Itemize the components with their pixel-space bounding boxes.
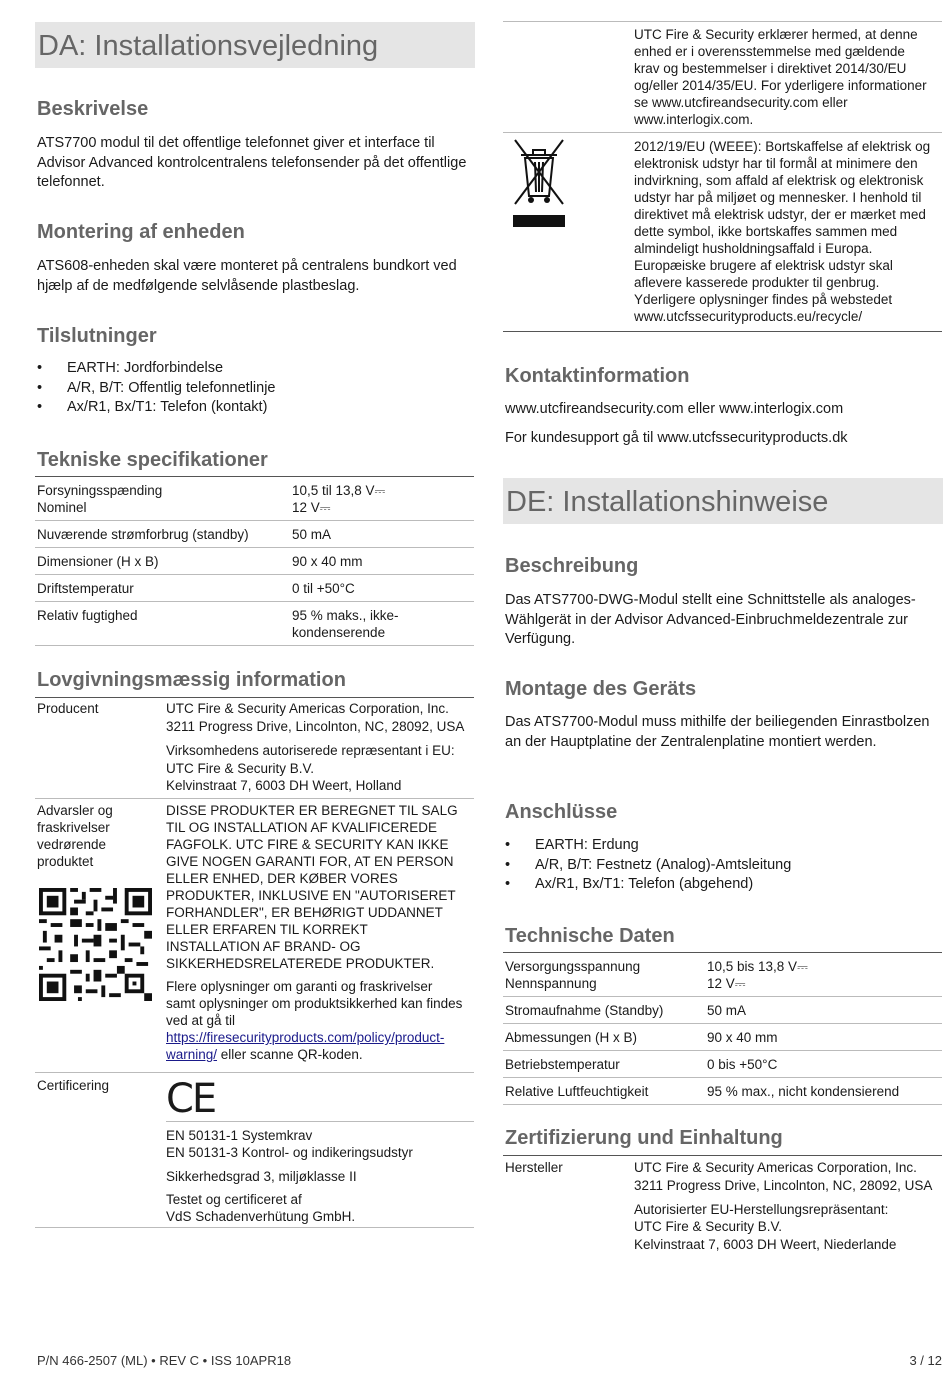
cert-line: EN 50131-3 Kontrol- og indikeringsudstyr [166,1145,413,1160]
weee-line: direktivet må elektrisk udstyr, der er mærket med [634,207,926,222]
warning-line: DISSE PRODUKTER ER BEREGNET TIL SALG [166,803,458,818]
spec-key: Nennspannung [505,976,597,991]
producer-label: Hersteller [505,1160,563,1175]
warning-more-line: Flere oplysninger om garanti og fraskrivelser [166,979,433,994]
eu-rep-line: Autorisierter EU-Herstellungsrepräsentant: [634,1202,889,1217]
spec-key: Forsyningsspænding [37,483,163,498]
table-row [503,953,942,997]
warnings-label [37,802,113,870]
warning-line: SIKKERHEDSRELATEREDE PRODUKTER. [166,956,435,971]
spec-value: kondenserende [292,625,386,640]
cert-line: Sikkerhedsgrad 3, miljøklasse II [166,1169,357,1184]
list-item: • Ax/R1, Bx/T1: Telefon (kontakt) [37,398,475,418]
declaration-line: UTC Fire & Security erklærer hermed, at denne [634,27,918,42]
warning-link[interactable]: warning/ [166,1047,218,1062]
heading-connections: Tilslutninger [37,325,157,347]
table-row [503,1051,942,1078]
cert-line: Testet og certificeret af [166,1192,302,1207]
declaration-line: enhed er i overensstemmelse med gældende [634,44,905,59]
spec-key: Stromaufnahme (Standby) [505,1003,664,1018]
declaration-line: og/eller 2014/35/EU. For yderligere informationer [634,78,927,93]
producer-line: 3211 Progress Drive, Lincolnton, NC, 28092, USA [166,719,465,734]
warning-caps-block [166,802,476,1063]
spec-table-de [503,952,942,1105]
certification-label: Certificering [37,1078,110,1093]
weee-line: www.utcfssecurityproducts.eu/recycle/ [634,309,863,324]
divider [166,1121,474,1122]
heading-tech-specs: Tekniske specifikationer [37,449,268,471]
divider [35,798,474,799]
warning-line: GIVE NOGEN GARANTI FOR, AT EN PERSON [166,854,454,869]
declaration-line: krav og bestemmelser i direktivet 2014/30/EU [634,61,907,76]
weee-bin-icon [511,138,567,232]
list-item: • A/R, B/T: Festnetz (Analog)-Amtsleitung [505,856,943,876]
heading-mounting: Montage des Geräts [505,678,697,700]
divider [35,697,474,698]
connections-list [37,359,475,418]
list-item: • EARTH: Erdung [505,836,943,856]
warning-line: FORHANDLER", ER BEHØRIGT UDDANNET [166,905,443,920]
list-item: • EARTH: Jordforbindelse [37,359,475,379]
eu-rep-line: Kelvinstraat 7, 6003 DH Weert, Niederlande [634,1237,897,1252]
contact-line: www.utcfireandsecurity.com eller www.interlogix.com [505,401,844,417]
weee-line: Yderligere oplysninger findes på webstedet [634,292,893,307]
spec-value: 95 % max., nicht kondensierend [707,1084,900,1099]
warning-line: INSTALLATION AF BRAND- OG [166,939,361,954]
eu-rep-line: UTC Fire & Security B.V. [634,1219,783,1234]
spec-key: Relative Luftfeuchtigkeit [505,1084,649,1099]
qr-code-icon[interactable] [39,888,152,1001]
spec-key: Versorgungsspannung [505,959,641,974]
footer-page-number: 3 / 12 [909,1353,942,1368]
declaration-line: www.interlogix.com. [634,112,754,127]
weee-line: 2012/19/EU (WEEE): Bortskaffelse af elektrisk og [634,139,931,154]
weee-line: indvirkning, som affald af elektrisk og elektronisk [634,173,924,188]
description-text: Das ATS7700-DWG-Modul stellt eine Schnittstelle als analoges-Wählgerät in der Advisor Advanced-Einbruchmeldezentrale zur Verfügung. [505,592,916,647]
footer-part-number: P/N 466-2507 (ML) • REV C • ISS 10APR18 [37,1353,292,1368]
table-row [503,1024,942,1051]
warning-line: TIL OG INSTALLATION AF KVALIFICEREDE [166,820,438,835]
mounting-text: ATS608-enheden skal være monteret på centralens bundkort ved hjælp af de medfølgende selvlåsende plastbeslag. [37,258,457,294]
connections-list [505,836,943,895]
warning-link[interactable]: https://firesecurityproducts.com/policy/product- [166,1030,445,1045]
divider [503,21,942,22]
spec-value: 0 til +50°C [292,581,355,596]
declaration-block [634,26,927,128]
heading-regulatory: Lovgivningsmæssig information [37,669,346,691]
eu-rep-line: Virksomhedens autoriserede repræsentant i EU: [166,743,455,758]
list-item: • Ax/R1, Bx/T1: Telefon (abgehend) [505,875,943,895]
contact-line: For kundesupport gå til www.utcfssecurityproducts.dk [505,430,848,446]
warning-line: ELLER ENHED, DER KØBER VORES [166,871,398,886]
spec-value: 10,5 bis 13,8 V⎓ [707,959,808,974]
spec-value: 90 x 40 mm [707,1030,778,1045]
warning-more-line: ved at gå til [166,1013,236,1028]
spec-key: Abmessungen (H x B) [505,1030,638,1045]
divider [35,1227,474,1228]
producer-line: UTC Fire & Security Americas Corporation, Inc. [166,701,449,716]
ce-mark-icon: CE [166,1076,216,1122]
eu-rep-line: UTC Fire & Security B.V. [166,761,315,776]
spec-key: Relativ fugtighed [37,608,138,623]
warning-line: FAGFOLK. UTC FIRE & SECURITY KAN IKKE [166,837,449,852]
divider [503,1155,942,1156]
divider [503,132,942,133]
heading-mounting: Montering af enheden [37,221,245,243]
heading-contact: Kontaktinformation [505,365,690,387]
weee-line: dette symbol, ikke bortskaffes sammen med [634,224,898,239]
spec-key: Driftstemperatur [37,581,134,596]
heading-tech-specs: Technische Daten [505,925,675,947]
spec-value: 90 x 40 mm [292,554,363,569]
spec-value: 95 % maks., ikke- [292,608,399,623]
table-row [503,997,942,1024]
weee-line: aflevere kasserede produkter til genbrug. [634,275,880,290]
section-banner-da: DA: Installationsvejledning [35,22,475,68]
eu-rep-line: Kelvinstraat 7, 6003 DH Weert, Holland [166,778,402,793]
spec-value: 0 bis +50°C [707,1057,778,1072]
spec-key: Nuværende strømforbrug (standby) [37,527,249,542]
spec-key: Nominel [37,500,87,515]
spec-value: 10,5 til 13,8 V⎓ [292,483,386,498]
weee-line: almindeligt husholdningsaffald i Europa. [634,241,873,256]
spec-value: 12 V⎓ [292,500,331,515]
table-row [35,602,474,646]
spec-value: 12 V⎓ [707,976,746,991]
heading-connections: Anschlüsse [505,801,618,823]
spec-value: 50 mA [707,1003,747,1018]
table-row [35,521,474,548]
cert-line: VdS Schadenverhütung GmbH. [166,1209,356,1224]
heading-certification: Zertifizierung und Einhaltung [505,1127,783,1149]
weee-line: udstyr har på miljøet og mennesker. I henhold til [634,190,922,205]
cert-line: EN 50131-1 Systemkrav [166,1128,313,1143]
producer-label: Producent [37,701,99,716]
weee-line: Europæiske brugere af elektrisk udstyr skal [634,258,893,273]
weee-line: elektronisk udstyr har til formål at minimere den [634,156,918,171]
table-row [503,1078,942,1105]
declaration-line: se www.utcfireandsecurity.com eller [634,95,848,110]
producer-line: 3211 Progress Drive, Lincolnton, NC, 28092, USA [634,1178,933,1193]
warnings-label-line: vedrørende [37,837,107,852]
warning-more-line: samt oplysninger om produktsikkerhed kan findes [166,996,463,1011]
spec-key: Dimensioner (H x B) [37,554,159,569]
spec-value: 50 mA [292,527,332,542]
warnings-label-line: produktet [37,854,94,869]
heading-description: Beschreibung [505,555,639,577]
weee-block [634,138,930,325]
spec-table-da [35,476,474,646]
table-row [35,548,474,575]
warning-line: PRODUKTER, INKLUSIVE EN "AUTORISERET [166,888,456,903]
table-row [35,477,474,521]
heading-description: Beskrivelse [37,98,149,120]
section-banner-de: DE: Installationshinweise [503,478,943,524]
warnings-label-line: fraskrivelser [37,820,110,835]
warnings-label-line: Advarsler og [37,803,113,818]
table-row [35,575,474,602]
description-text: ATS7700 modul til det offentlige telefonnet giver et interface til Advisor Advanced kontrolcentralens telefonsender på det offentlige telefonnet. [37,135,467,190]
producer-line: UTC Fire & Security Americas Corporation, Inc. [634,1160,917,1175]
divider [35,1072,474,1073]
warning-tail: eller scanne QR-koden. [217,1047,363,1062]
mounting-text: Das ATS7700-Modul muss mithilfe der beiliegenden Einrastbolzen an der Hauptplatine der Zentralenplatine montiert werden. [505,714,930,750]
divider [503,331,942,332]
warning-line: ELLER ERFAREN TIL KORREKT [166,922,368,937]
list-item: • A/R, B/T: Offentlig telefonnetlinje [37,379,475,399]
spec-key: Betriebstemperatur [505,1057,620,1072]
